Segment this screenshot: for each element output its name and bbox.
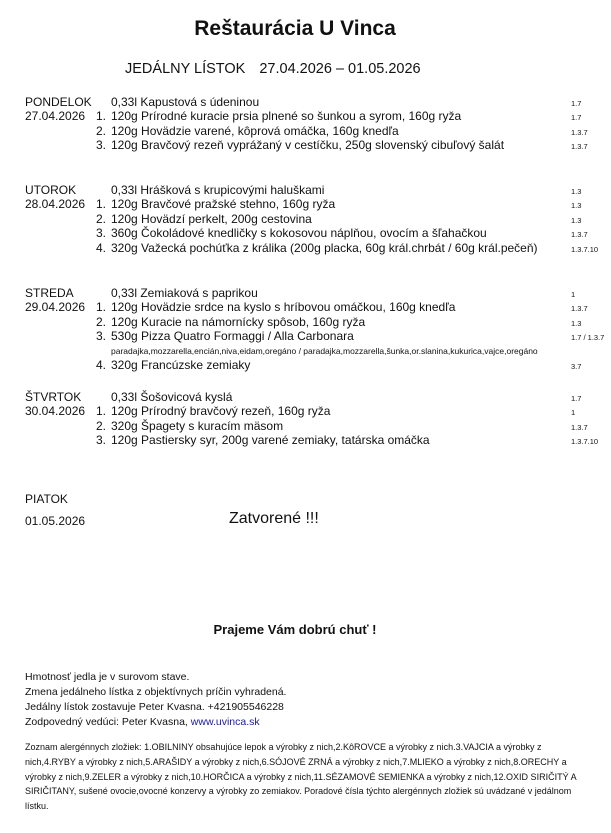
day-date: 28.04.2026 [25,197,86,211]
allergen-code: 1.3.7 [571,304,588,313]
allergen-code: 3.7 [571,361,582,371]
allergen-desc: a výrobky z nich, [424,771,494,782]
day-name: ŠTVRTOK [25,390,82,404]
meal-number: 3. [95,138,106,152]
meal: 320g Francúzske zemiaky [111,357,251,372]
meal-number: 1. [95,404,106,418]
allergen-name: 12.OXID SIRIČITÝ A SIRIČITANY [25,771,577,797]
day-date: 27.04.2026 [25,109,86,123]
allergen-code: 1.3 [571,318,582,328]
website-link[interactable]: www.uvinca.sk [190,716,260,728]
allergen-desc: a výrobky z nich, [443,756,514,767]
allergen-name: 11.SÉZAMOVÉ SEMIENKA [313,771,425,782]
allergen-name: 9.ZELER [84,771,122,782]
soup: 0,33l Šošovicová kyslá [111,390,233,404]
allergen-desc: a výrobky z nich, [192,756,262,767]
allergen-desc: a výrobky z nich, [25,756,567,782]
meal-number: 2. [95,418,106,433]
meal: 120g Hovädzie srdce na kyslo s hríbovou omáčkou, 160g knedľa [111,300,456,314]
note-weight: Hmotnosť jedla je v surovom stave. [25,671,190,683]
day-name: PONDELOK [25,95,92,109]
meal: 120g Hovädzie varené, kôprová omáčka, 160g knedľa [111,123,399,138]
pizza-ingredients: paradajka,mozzarella,encián,niva,eidam,oregáno / paradajka,mozzarella,šunka,or.slanina,kukurica,vajce,oregáno [111,345,538,356]
soup: 0,33l Hrášková s krupicovými haluškami [111,183,325,197]
allergen-name: 3.VAJCIA [455,742,494,752]
allergen-code: 1.7 [571,99,582,108]
allergen-code: 1 [571,408,576,417]
note-change: Zmena jedálneho lístka z objektívnych príčin vyhradená. [25,686,287,698]
allergen-name: 2.KôROVCE [335,742,387,752]
allergen-desc: a výrobky z nich, [332,756,403,767]
allergen-code: 1.3 [571,201,582,210]
soup: 0,33l Kapustová s údeninou [111,95,260,109]
allergen-code: 1.7 / 1.3.7 [571,333,605,342]
meal-number: 3. [95,329,106,343]
allergen-desc: a výrobky z nich, [244,771,314,782]
allergen-name: 5.ARAŠIDY [145,756,193,767]
allergen-code: 1.3.7.10 [571,244,599,254]
meal: 360g Čokoládové knedličky s kokosovou náplňou, ovocím a šľahačkou [111,226,487,240]
day-date: 30.04.2026 [25,404,86,418]
allergen-code: 1 [571,290,576,299]
allergen-name: 4.RYBY [44,756,76,767]
meal: 120g Prírodný bravčový rezeň, 160g ryža [111,404,331,418]
meal-number: 1. [95,109,106,123]
allergen-name: 7.MLIEKO [402,756,444,767]
note-manager [25,715,260,730]
allergen-desc: a výrobky z nich. [386,742,456,752]
note-contact: Jedálny lístok zostavuje Peter Kvasna. +421905546228 [25,701,284,713]
soup: 0,33l Zemiaková s paprikou [111,286,258,300]
allergen-name: 1.OBILNINY [144,742,194,752]
day-name: UTOROK [25,183,77,197]
meal-number: 1. [95,197,106,211]
allergen-desc: a výrobky z nich, [75,756,146,767]
meal: 320g Špagety s kuracím mäsom [111,418,284,433]
meal-number: 2. [95,123,106,138]
meal: 120g Prírodné kuracie prsia plnené so šunkou a syrom, 160g ryža [111,109,462,123]
allergen-desc: a výrobky z nich, [121,771,191,782]
allergen-code: 1.3.7 [571,230,588,239]
meal-number: 4. [95,240,106,255]
friday-name: PIATOK [25,492,68,506]
allergen-name: 10.HORČICA [190,771,245,782]
allergen-code: 1.3.7.10 [571,437,599,446]
meal: 120g Pastiersky syr, 200g varené zemiaky, tatárska omáčka [111,433,430,447]
allergen-desc: , sušené ovocie,ovocné konzervy a výrobky zo zemiakov. [73,786,302,797]
restaurant-title: Reštaurácia U Vinca [194,17,396,40]
allergen-code: 1.7 [571,394,582,403]
allergen-legend [25,740,590,814]
friday-date: 01.05.2026 [25,514,86,528]
meal: 120g Bravčové pražské stehno, 160g ryža [111,197,336,211]
allergen-desc: obsahujúce lepok a výrobky z nich, [193,742,336,752]
meal-number: 2. [95,314,106,329]
meal: 120g Bravčový rezeň vyprážaný v cestíčku, 250g slovenský cibuľový šalát [111,138,505,152]
wish-text: Prajeme Vám dobrú chuť ! [213,622,377,637]
allergen-code: 1.7 [571,113,582,122]
allergen-name: 6.SÓJOVÉ ZRNÁ [261,756,333,767]
allergen-code: 1.3.7 [571,422,588,432]
allergen-name: 8.ORECHY [513,756,560,767]
meal-number: 3. [95,433,106,447]
meal: 120g Hovädzí perkelt, 200g cestovina [111,211,312,226]
meal-number: 2. [95,211,106,226]
allergen-code: 1.3 [571,215,582,225]
meal: 120g Kuracie na námornícky spôsob, 160g ryža [111,314,366,329]
closed-status: Zatvorené !!! [229,510,319,527]
allergen-code: 1.3 [571,187,582,196]
day-date: 29.04.2026 [25,300,86,314]
allergen-code: 1.3.7 [571,127,588,137]
menu-header [125,61,421,77]
meal-number: 4. [95,357,106,372]
meal-number: 3. [95,226,106,240]
meal-number: 1. [95,300,106,314]
manager-text: Zodpovedný vedúci: Peter Kvasna, [25,716,188,728]
meal: 530g Pizza Quatro Formaggi / Alla Carbonara [111,329,354,343]
allergen-code: 1.3.7 [571,142,588,151]
meal: 320g Važecká pochúťka z králika (200g placka, 60g král.chrbát / 60g král.pečeň) [111,240,538,255]
legend-intro: Zoznam alergénnych zložiek: [25,742,145,752]
date-range: 27.04.2026 – 01.05.2026 [259,61,421,77]
menu-label: JEDÁLNY LÍSTOK [125,61,246,77]
day-name: STREDA [25,286,74,300]
legend-outro: Poradové čísla týchto alergénnych zložiek sú uvádzané v jedálnom lístku. [25,786,572,812]
allergen-desc: a výrobky z nich, [25,742,542,767]
